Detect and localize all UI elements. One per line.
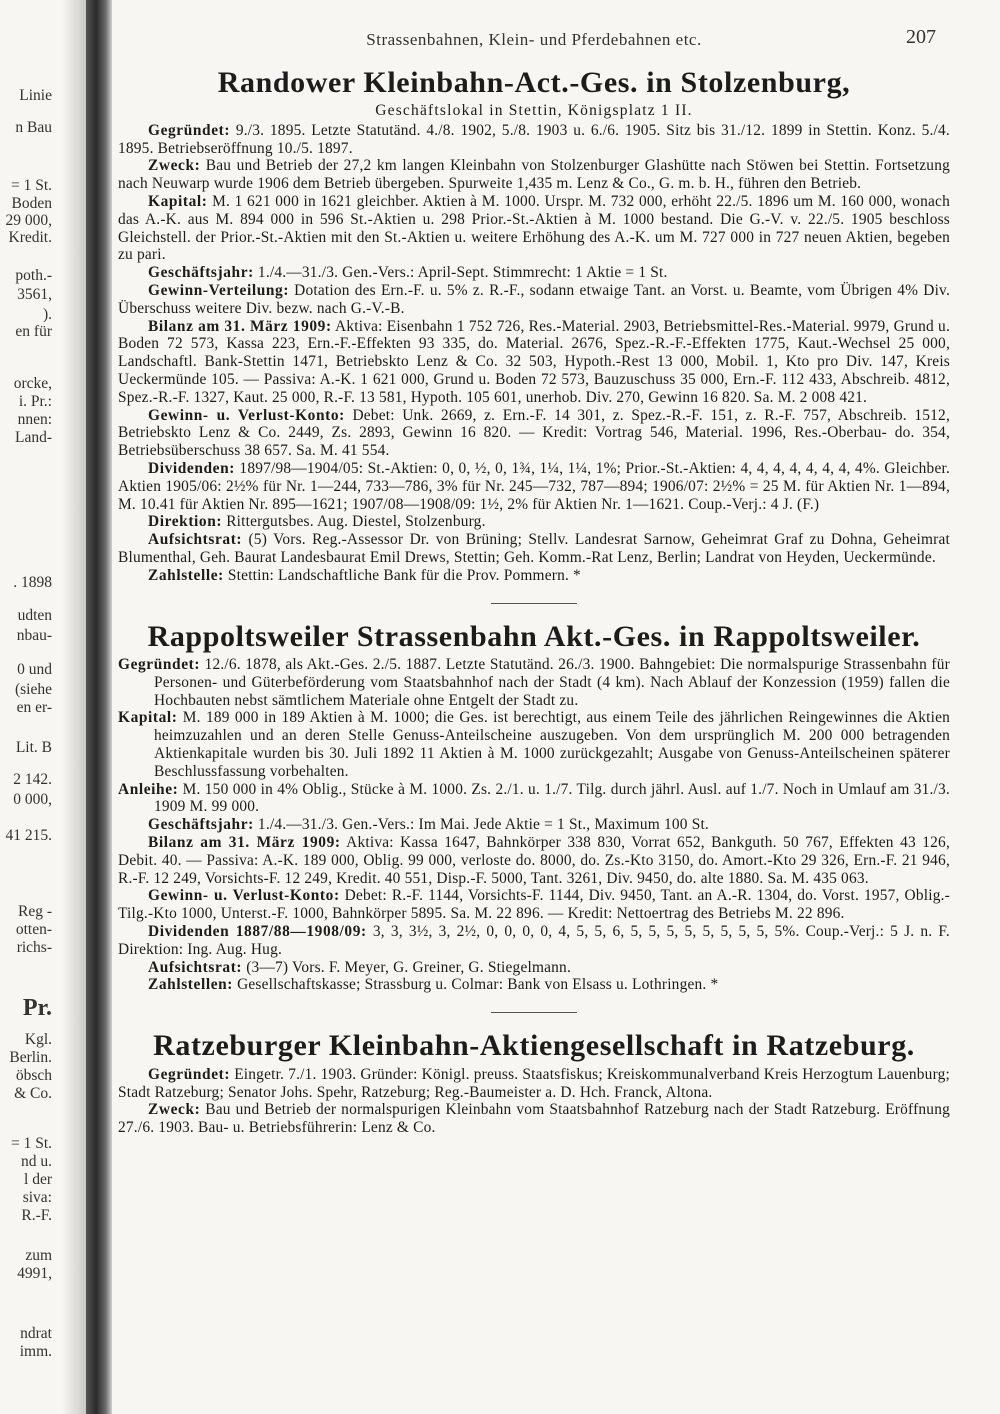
paragraph-label: Geschäftsjahr: <box>148 816 254 834</box>
paragraph-label: Gewinn- u. Verlust-Konto: <box>148 887 340 905</box>
paragraph-label: Zweck: <box>148 157 201 175</box>
margin-fragment: (siehe <box>14 681 52 698</box>
margin-fragment: en für <box>15 323 52 340</box>
margin-fragment: Linie <box>19 87 52 104</box>
paragraph-text: Bau und Betrieb der 27,2 km langen Kleinbahn von Stolzenburger Glashütte nach Stöwen bei Stettin. Fortsetzung nach Neuwarp wurde 1906 dem Betrieb übergeben. Spurweite 1,435 m. Lenz & Co., G. m. b. H., führen den Betrieb. <box>118 157 950 193</box>
entry-title: Randower Kleinbahn-Act.-Ges. in Stolzenburg, <box>217 66 851 99</box>
margin-fragment: 4991, <box>17 1265 52 1282</box>
margin-fragment: R.-F. <box>21 1207 52 1224</box>
paragraph-text: M. 150 000 in 4% Oblig., Stücke à M. 1000. Zs. 2./1. u. 1./7. Tilg. durch jährl. Ausl. auf 1./7. Noch in Umlauf am 31./3. 1909 M. 99 000. <box>154 780 950 816</box>
company-entry-rappoltsweiler <box>118 620 950 995</box>
entry-paragraph <box>118 318 950 407</box>
running-head-title: Strassenbahnen, Klein- und Pferdebahnen etc. <box>366 30 702 49</box>
margin-fragment: en er- <box>16 699 52 716</box>
paragraph-label: Kapital: <box>148 193 208 211</box>
company-entry-ratzeburger <box>118 1029 950 1137</box>
margin-fragment: Berlin. <box>9 1049 52 1066</box>
entry-paragraph <box>118 834 950 887</box>
paragraph-label: Gegründet: <box>148 121 231 139</box>
paragraph-text: Aktiva: Kassa 1647, Bahnkörper 338 830, Vorrat 652, Bankguth. 50 767, Effekten 43 126, Debit. 40. — Passiva: A.-K. 189 000, Oblig. 99 000, verloste do. 8000, do. Zs.-Kto 3150, do. Amort.-Kto 29 326, Ern.-F. 21 946, R.-F. 12 249, Vorsichts-F. 12 249, Kredit. 40 551, Disp.-F. 5000, Tant. 3261, Div. 9450, do. alte 1880. Sa. M. 435 063. <box>118 834 950 887</box>
margin-fragment: siva: <box>22 1189 52 1206</box>
margin-fragment: 0 und <box>17 661 52 678</box>
margin-fragment: otten- <box>15 921 52 938</box>
entry-paragraph <box>118 781 950 817</box>
margin-fragment: l der <box>24 1171 52 1188</box>
facing-page-margin <box>0 80 58 1414</box>
margin-fragment: öbsch <box>15 1067 52 1084</box>
margin-fragment: imm. <box>19 1343 52 1360</box>
paragraph-label: Gewinn- u. Verlust-Konto: <box>148 406 345 424</box>
margin-fragment: = 1 St. <box>10 1135 52 1152</box>
entry-paragraph <box>118 709 950 780</box>
entry-separator <box>491 603 577 604</box>
paragraph-label: Anleihe: <box>118 780 179 798</box>
paragraph-label: Zahlstelle: <box>148 566 224 584</box>
paragraph-text: 1./4.—31./3. Gen.-Vers.: Im Mai. Jede Aktie = 1 St., Maximum 100 St. <box>257 816 709 834</box>
margin-fragment: 41 215. <box>5 827 52 844</box>
margin-fragment: ). <box>42 306 52 323</box>
entry-paragraph <box>118 816 950 834</box>
paragraph-label: Gegründet: <box>118 656 201 674</box>
paragraph-label: Gewinn-Verteilung: <box>148 282 290 300</box>
entry-paragraph <box>118 264 950 282</box>
paragraph-text: Bau und Betrieb der normalspurigen Kleinbahn vom Staatsbahnhof Ratzeburg nach der Stadt Ratzeburg. Eröffnung 27./6. 1903. Bau- u. Betriebsführerin: Lenz & Co. <box>118 1101 950 1137</box>
entry-paragraph <box>118 531 950 567</box>
entry-paragraph <box>118 923 950 959</box>
margin-fragment: Reg - <box>17 903 52 920</box>
company-entry-randower <box>118 66 950 585</box>
margin-fragment: 0 000, <box>13 791 52 808</box>
margin-fragment: nbau- <box>16 627 52 644</box>
paragraph-text: Dotation des Ern.-F. u. 5% z. R.-F., sodann etwaige Tant. an Vorst. u. Beamte, vom Übrigen 4% Div. Überschuss weitere Div. bezw. nach G.-V.-B. <box>118 282 950 317</box>
entry-title: Rappoltsweiler Strassenbahn Akt.-Ges. in Rappoltsweiler. <box>147 619 921 653</box>
margin-fragment: Pr. <box>22 995 52 1021</box>
paragraph-text: Gesellschaftskasse; Strassburg u. Colmar: Bank von Elsass u. Lothringen. * <box>237 976 719 994</box>
paragraph-text: 3, 3, 3½, 3, 2½, 0, 0, 0, 0, 4, 5, 5, 6, 5, 5, 5, 5, 5, 5, 5, 5, 5%. Coup.-Verj.: 5 J. n. F. Direktion: Ing. Aug. Hug. <box>118 923 950 958</box>
entry-paragraph <box>118 193 950 264</box>
entry-paragraph <box>118 959 950 977</box>
margin-fragment: Land- <box>14 429 52 446</box>
margin-fragment: poth.- <box>15 267 52 284</box>
paragraph-text: 9./3. 1895. Letzte Statutänd. 4./8. 1902, 5./8. 1903 u. 6./6. 1905. Sitz bis 31./12. 1899 in Stettin. Konz. 5./4. 1895. Betriebseröffnung 10./5. 1897. <box>118 121 950 157</box>
paragraph-text: Debet: R.-F. 1144, Vorsichts-F. 1144, Div. 9450, Tant. an A.-R. 1304, do. Vorst. 1957, Oblig.-Tilg.-Kto 1000, Unterst.-F. 1000, Bahnkörper 5895. Sa. M. 22 896. — Kredit: Nettoertrag des Betriebs M. 22 896. <box>118 887 950 923</box>
margin-fragment: udten <box>17 607 52 624</box>
entry-paragraph <box>118 1101 950 1137</box>
paragraph-text: (5) Vors. Reg.-Assessor Dr. von Brüning; Stellv. Landesrat Sarnow, Geheimrat Graf zu Dohna, Geheimrat Blumenthal, Geh. Baurat Landesbaurat Emil Drews, Stettin; Geh. Komm.-Rat Lenz, Berlin; Landrat von Heyden, Ueckermünde. <box>118 531 950 566</box>
margin-fragment: 3561, <box>17 286 52 303</box>
margin-fragment: nnen: <box>17 411 52 428</box>
page-number: 207 <box>906 26 936 48</box>
margin-fragment: . 1898 <box>13 574 52 591</box>
margin-fragment: 2 142. <box>13 771 52 788</box>
document-page <box>118 26 950 1137</box>
entry-paragraph <box>118 567 950 585</box>
margin-fragment: richs- <box>16 939 52 956</box>
running-head <box>118 26 950 66</box>
paragraph-text: Eingetr. 7./1. 1903. Gründer: Königl. preuss. Staatsfiskus; Kreiskommunalverband Kreis Herzogtum Lauenburg; Stadt Ratzeburg; Senator Johs. Spehr, Ratzeburg; Reg.-Baumeister a. D. Hch. Franck, Altona. <box>118 1065 950 1101</box>
margin-fragment: 29 000, <box>5 212 52 229</box>
margin-fragment: Kredit. <box>8 229 52 246</box>
entry-paragraph <box>118 1066 950 1102</box>
book-spine <box>86 0 112 1414</box>
margin-fragment: zum <box>25 1247 52 1264</box>
entry-paragraph <box>118 460 950 513</box>
entry-paragraph <box>118 122 950 158</box>
paragraph-label: Gegründet: <box>148 1065 231 1083</box>
entry-paragraph <box>118 282 950 318</box>
paragraph-text: 1./4.—31./3. Gen.-Vers.: April-Sept. Stimmrecht: 1 Aktie = 1 St. <box>257 264 668 282</box>
paragraph-label: Bilanz am 31. März 1909: <box>148 317 332 335</box>
entry-paragraph <box>118 887 950 923</box>
paragraph-label: Zahlstellen: <box>148 976 234 994</box>
paragraph-label: Aufsichtsrat: <box>148 958 243 976</box>
paragraph-text: Stettin: Landschaftliche Bank für die Prov. Pommern. * <box>227 566 581 584</box>
margin-fragment: Boden <box>11 195 52 212</box>
paragraph-text: Aktiva: Eisenbahn 1 752 726, Res.-Material. 2903, Betriebsmittel-Res.-Material. 9979, Grund u. Boden 72 573, Kassa 223, Ern.-F.-Effekten 93 335, do. Material. 2676, Spez.-R.-F.-Effekten 1775, Kaut.-Wechsel 25 000, Landschaftl. Bank-Stettin 1471, Betriebskto Lenz & Co. 32 503, Hypoth.-Rest 13 000, Mobil. 1, Kto pro Div. 147, Kreis Ueckermünde 105. — Passiva: A.-K. 1 621 000, Grund u. Boden 72 573, Bauzuschuss 35 000, Ern.-F. 112 433, Abschreib. 4812, Spez.-R.-F. 1327, Kaut. 25 000, R.-F. 13 581, Hypoth. 105 601, unerhob. Div. 270, Gewinn 16 820. Sa. M. 2 008 421. <box>118 317 951 406</box>
paragraph-text: Debet: Unk. 2669, z. Ern.-F. 14 301, z. Spez.-R.-F. 151, z. R.-F. 757, Abschreib. 1512, Betriebskto Lenz & Co. 2449, Zs. 2893, Gewinn 16 820. — Kredit: Vortrag 546, Material. 1996, Res.-Oberbau- do. 354, Betriebsüberschuss 38 657. Sa. M. 41 554. <box>118 406 950 460</box>
margin-fragment: n Bau <box>15 119 52 136</box>
margin-fragment: & Co. <box>14 1085 52 1102</box>
paragraph-text: Rittergutsbes. Aug. Diestel, Stolzenburg. <box>226 513 486 531</box>
paragraph-label: Dividenden: <box>148 460 235 478</box>
paragraph-label: Direktion: <box>148 513 223 531</box>
entry-subtitle: Geschäftslokal in Stettin, Königsplatz 1 II. <box>375 101 693 119</box>
entry-separator <box>491 1012 577 1013</box>
entry-title: Ratzeburger Kleinbahn-Aktiengesellschaft in Ratzeburg. <box>153 1029 915 1063</box>
paragraph-label: Kapital: <box>118 709 178 727</box>
paragraph-text: M. 189 000 in 189 Aktien à M. 1000; die Ges. ist berechtigt, aus einem Teile des jährlichen Reingewinnes die Aktien heimzuzahlen und an deren Stelle Genuss-Anteilscheine auszugeben. Von dem ursprünglich M. 200 000 betragenden Aktienkapitale wurden bis 30. Juli 1892 11 Aktien à M. 1000 zurückgezahlt; Ausgabe von Genuss-Anteilscheinen späterer Beschlussfassung vorbehalten. <box>154 709 950 780</box>
margin-fragment: ndrat <box>20 1325 52 1342</box>
paragraph-text: 1897/98—1904/05: St.-Aktien: 0, 0, ½, 0, 1¾, 1¼, 1¼, 1%; Prior.-St.-Aktien: 4, 4, 4, 4, 4, 4, 4, 4%. Gleichber. Aktien 1905/06: 2½% für Nr. 1—244, 733—786, 3% für Nr. 245—732, 787—894; 1906/07: 2½% = 25 M. für Aktien Nr. 1—894, M. 10.41 für Aktien Nr. 895—1621; 1907/08—1908/09: 1½, 2% für Aktien Nr. 1—1621. Coup.-Verj.: 4 J. (F.) <box>118 460 950 513</box>
paragraph-text: (3—7) Vors. F. Meyer, G. Greiner, G. Stiegelmann. <box>246 958 572 976</box>
paragraph-label: Bilanz am 31. März 1909: <box>148 834 341 852</box>
paragraph-text: M. 1 621 000 in 1621 gleichber. Aktien à M. 1000. Urspr. M. 732 000, erhöht 22./5. 1896 um M. 160 000, wonach das A.-K. aus M. 894 000 in 596 St.-Aktien u. 298 Prior.-St.-Aktien à M. 1000 bestand. Die G.-V. v. 22./5. 1905 beschloss Gleichstell. der Prior.-St.-Aktien mit den St.-Aktien u. weitere Erhöhung des A.-K. um M. 727 000 in 727 neuen Aktien, begeben zu pari. <box>118 193 950 264</box>
margin-fragment: Lit. B <box>15 739 52 756</box>
margin-fragment: Kgl. <box>24 1031 52 1048</box>
entry-paragraph <box>118 976 950 994</box>
spine-shadow <box>62 0 86 1414</box>
entry-paragraph <box>118 656 950 709</box>
paragraph-label: Aufsichtsrat: <box>148 531 243 549</box>
margin-fragment: i. Pr.: <box>18 393 52 410</box>
paragraph-text: 12./6. 1878, als Akt.-Ges. 2./5. 1887. Letzte Statutänd. 26./3. 1900. Bahngebiet: Die normalspurige Strassenbahn für Personen- und Güterbeförderung vom Staatsbahnhof nach der Stadt (4 km). Nach Ablauf der Konzession (1959) fallen die Hochbauten nebst sämtlichem Materiale ohne Entgelt der Stadt zu. <box>154 656 950 709</box>
entry-paragraph <box>118 407 950 460</box>
entry-paragraph <box>118 157 950 193</box>
margin-fragment: nd u. <box>21 1153 52 1170</box>
paragraph-label: Geschäftsjahr: <box>148 264 254 282</box>
margin-fragment: = 1 St. <box>10 177 52 194</box>
margin-fragment: orcke, <box>13 375 52 392</box>
paragraph-label: Zweck: <box>148 1101 201 1119</box>
entry-paragraph <box>118 513 950 531</box>
paragraph-label: Dividenden 1887/88—1908/09: <box>148 923 367 941</box>
